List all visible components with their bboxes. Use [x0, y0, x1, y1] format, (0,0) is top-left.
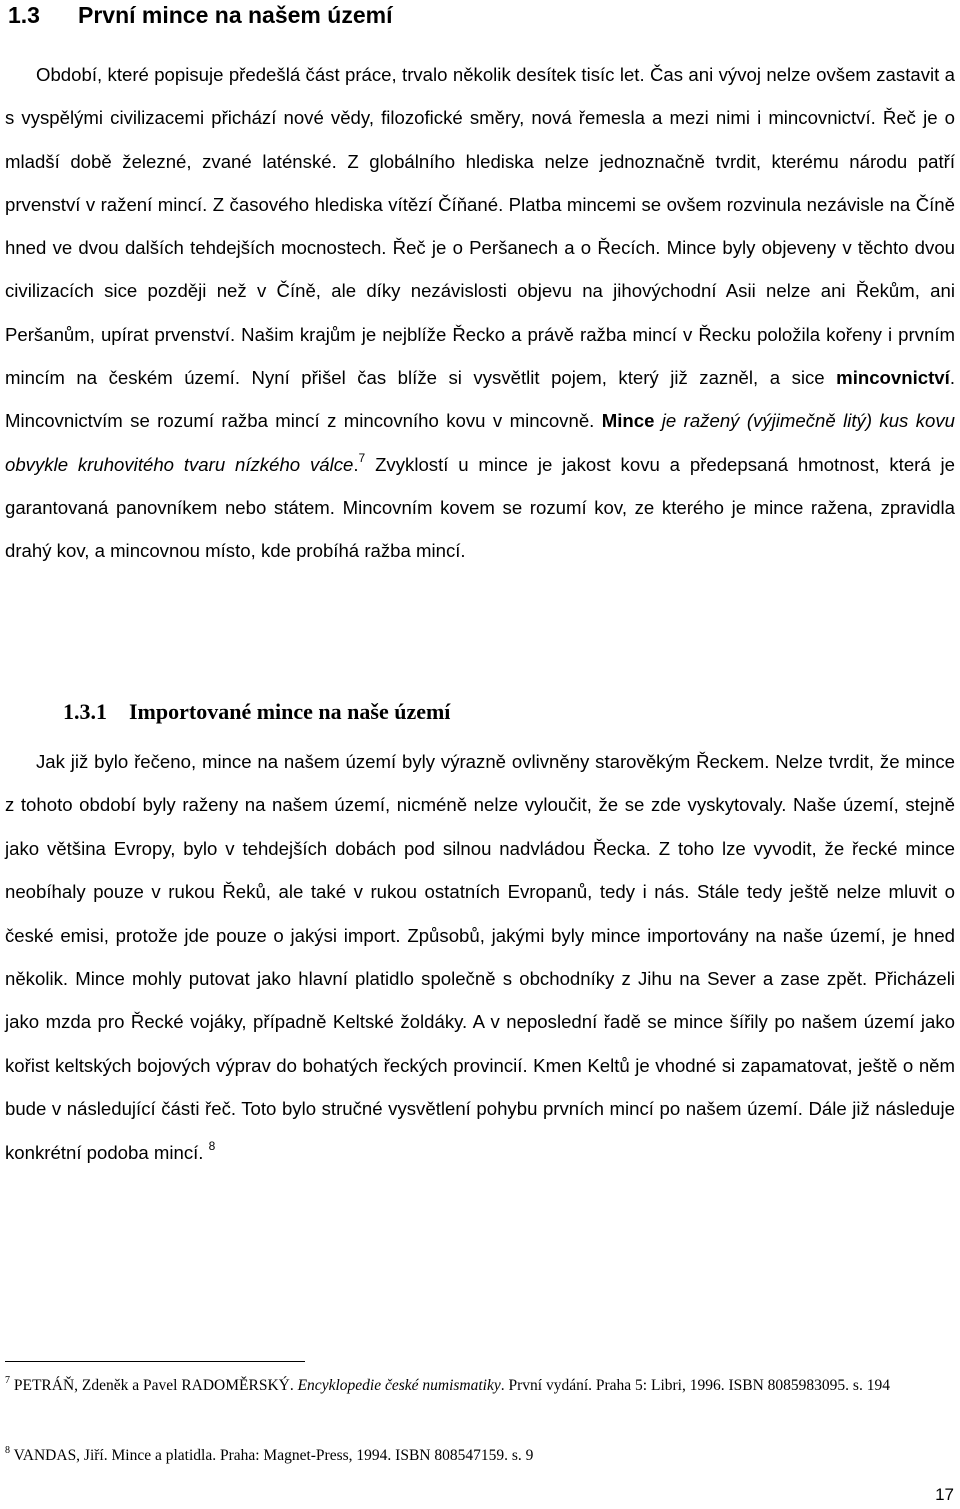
page-number: 17: [935, 1485, 954, 1504]
footnote-mark-8: 8: [5, 1445, 10, 1456]
paragraph-intro-text-3: .: [353, 453, 359, 475]
section-heading: [8, 0, 392, 30]
section-number: 1.3: [8, 2, 40, 28]
footnote-7-title: Encyklopedie české numismatiky: [297, 1377, 501, 1394]
footnote-separator: [5, 1361, 305, 1362]
footnote-7-text: PETRÁŇ, Zdeněk a Pavel RADOMĚRSKÝ.: [10, 1377, 298, 1394]
subsection-title: Importované mince na naše území: [129, 699, 451, 724]
subsection-number: 1.3.1: [63, 699, 107, 724]
footnote-ref-8[interactable]: 8: [208, 1138, 216, 1153]
term-mince: Mince: [601, 410, 655, 432]
footnote-8-text: VANDAS, Jiří. Mince a platidla. Praha: Magnet-Press, 1994. ISBN 808547159. s. 9: [10, 1447, 534, 1464]
footnote-7: [5, 1373, 955, 1399]
paragraph-intro: [5, 53, 955, 573]
section-title: První mince na našem území: [78, 2, 393, 28]
paragraph-intro-text: Období, které popisuje předešlá část práce, trvalo několik desítek tisíc let. Čas ani vývoj nelze ovšem zastavit a s vyspělými civilizacemi přichází nové vědy, filozofické směry, nová řemesla a mezi nimi i mincovnictví. Řeč je o mladší době železné, zvané laténské. Z globálního hlediska nelze jednoznačně tvrdit, kterému národu patří prvenství v ražení mincí. Z časového hlediska vítězí Číňané. Platba mincemi se ovšem rozvinula nezávisle na Číně hned ve dvou dalších tehdejších mocnostech. Řeč je o Peršanech a o Řecích. Mince byly objeveny v těchto dvou civilizacích sice později než v Číně, ale díky nezávislosti objevu na jihovýchodní Asii nelze ani Řekům, ani Peršanům, upírat prvenství. Našim krajům je nejblíže Řecko a právě ražba mincí v Řecku položila kořeny i prvním mincím na českém území. Nyní přišel čas blíže si vysvětlit pojem, který již zazněl, a sice: [5, 64, 955, 389]
subsection-heading: [63, 697, 450, 727]
coin-definition: je ražený (výjimečně litý) kus kovu obvykle kruhovitého tvaru nízkého válce: [5, 410, 955, 475]
paragraph-imported-coins: [5, 740, 955, 1174]
paragraph-intro-text-2: . Mincovnictvím se rozumí ražba mincí z mincovního kovu v mincovně.: [5, 367, 955, 432]
footnote-8: [5, 1443, 955, 1469]
footnote-mark-7: 7: [5, 1375, 10, 1386]
paragraph-intro-text-4: Zvyklostí u mince je jakost kovu a předepsaná hmotnost, která je garantovaná panovníkem nebo státem. Mincovním kovem se rozumí kov, ze kterého je mince ražena, zpravidla drahý kov, a mincovnou místo, kde probíhá ražba mincí.: [5, 453, 956, 562]
footnote-ref-7[interactable]: 7: [358, 450, 366, 465]
paragraph-imported-text: Jak již bylo řečeno, mince na našem území byly výrazně ovlivněny starověkým Řeckem. Nelze tvrdit, že mince z tohoto období byly raženy na našem území, nicméně nelze vyloučit, že se zde vyskytovaly. Naše území, stejně jako většina Evropy, bylo v tehdejších dobách pod silnou nadvládou Řecka. Z toho lze vyvodit, že řecké mince neobíhaly pouze v rukou Řeků, ale také v rukou ostatních Evropanů, tedy i nás. Stále tedy ještě nelze mluvit o české emisi, protože jde pouze o jakýsi import. Způsobů, jakými byly mince importovány na naše území, je hned několik. Mince mohly putovat jako hlavní platidlo společně s obchodníky z Jihu na Sever a zase zpět. Přicházeli jako mzda pro Řecké vojáky, případně Keltské žoldáky. A v neposlední řadě se mince šířily po našem území jako kořist keltských bojových výprav do bohatých řeckých provincií. Kmen Keltů je vhodné si zapamatovat, ještě o něm bude v následující části řeč. Toto bylo stručné vysvětlení pohybu prvních mincí po našem území. Dále již následuje konkrétní podoba mincí.: [5, 751, 955, 1163]
term-mincovnictvi: mincovnictví: [836, 367, 950, 389]
footnote-7-text-2: . První vydání. Praha 5: Libri, 1996. ISBN 8085983095. s. 194: [500, 1377, 890, 1394]
